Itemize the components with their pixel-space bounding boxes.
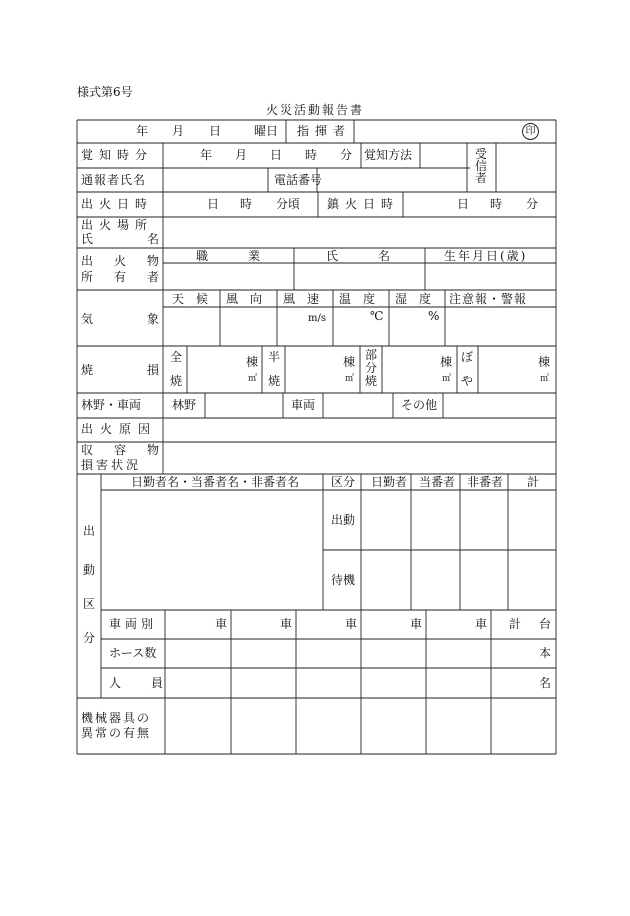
- row4-hour2: 時: [490, 197, 503, 211]
- damage-partial-bottom: 焼: [365, 374, 378, 388]
- car-unit-1: 車: [215, 617, 228, 631]
- damage-half-top: 半: [268, 350, 281, 364]
- row2-hour: 時: [305, 148, 318, 162]
- row1-year: 年: [136, 124, 149, 138]
- unit-bldg-3: 棟: [440, 355, 453, 369]
- fire-object-label: 出火物: [81, 254, 159, 268]
- fire-location-label: 出火場所: [81, 218, 154, 232]
- row1-month: 月: [172, 124, 185, 138]
- unit-humidity: %: [428, 309, 440, 323]
- row2-day: 日: [270, 148, 283, 162]
- personnel-label: 人員: [109, 676, 194, 690]
- row4-day2: 日: [457, 197, 470, 211]
- car-unit-3: 車: [345, 617, 358, 631]
- dispatch-side-2: 動: [83, 563, 96, 577]
- reporter-name-label: 通報者氏名: [81, 173, 147, 187]
- vehicles-total-label: 計: [509, 617, 522, 631]
- row2-month: 月: [235, 148, 248, 162]
- unit-area-3: ㎡: [442, 374, 452, 384]
- damage-small-top: ぼ: [461, 350, 474, 364]
- form-number: 様式第6号: [77, 85, 133, 99]
- damage-partial-mid: 分: [365, 361, 378, 375]
- unit-area-2: ㎡: [345, 374, 355, 384]
- names-header: 日勤者名・当番者名・非番者名: [131, 475, 300, 489]
- fire-datetime-label: 出火日時: [81, 197, 154, 211]
- row2-minute: 分: [340, 148, 353, 162]
- row4-minute2: 分: [526, 197, 539, 211]
- owner-label: 所有者: [81, 270, 159, 284]
- row1-weekday: 曜日: [254, 124, 279, 138]
- unit-bldg-2: 棟: [343, 355, 356, 369]
- damage-partial-top: 部: [365, 348, 378, 362]
- commander-label: 指揮者: [297, 124, 352, 138]
- damage-full-bottom: 焼: [170, 374, 183, 388]
- dispatch-h-class: 区分: [331, 475, 356, 489]
- damage-small-bottom: や: [461, 374, 474, 388]
- contents-label: 収容物: [81, 443, 159, 457]
- row2-year: 年: [200, 148, 213, 162]
- weather-h-warnings: 注意報・警報: [449, 292, 528, 306]
- fire-name-label: 氏名: [81, 232, 159, 246]
- receiver-label: 受信者: [475, 147, 488, 185]
- unit-area-1: ㎡: [248, 374, 258, 384]
- damage-label: 焼損: [81, 363, 214, 377]
- notice-method-label: 覚知方法: [364, 148, 413, 162]
- car-unit-2: 車: [280, 617, 293, 631]
- damage-status-label: 損害状況: [81, 458, 142, 472]
- unit-bldg-1: 棟: [246, 355, 259, 369]
- dispatch-h-duty: 当番者: [419, 475, 456, 489]
- row4-hour: 時: [240, 197, 253, 211]
- occupation-header: 職業: [196, 249, 301, 263]
- unit-vehicles: 台: [539, 617, 552, 631]
- dispatch-side-3: 区: [83, 597, 96, 611]
- unit-temp: ℃: [370, 309, 384, 323]
- unit-people: 名: [539, 676, 552, 690]
- damage-full-top: 全: [170, 350, 183, 364]
- unit-hose: 本: [539, 646, 552, 660]
- abnormality-label: 異常の有無: [81, 726, 152, 740]
- unit-wind-speed: m/s: [308, 313, 326, 324]
- dispatch-side-1: 出: [83, 524, 96, 538]
- name-header: 氏名: [326, 249, 431, 263]
- dispatch-row-out: 出動: [331, 513, 356, 527]
- forest-vehicle-label: 林野・車両: [81, 398, 142, 412]
- hose-count-label: ホース数: [109, 646, 157, 660]
- other-label: その他: [401, 398, 438, 412]
- weather-h-temp: 温度: [339, 292, 388, 306]
- row4-minute: 分頃: [276, 197, 301, 211]
- dispatch-h-off: 非番者: [467, 475, 504, 489]
- dispatch-row-standby: 待機: [331, 573, 356, 587]
- unit-bldg-4: 棟: [538, 355, 551, 369]
- dispatch-side-4: 分: [83, 631, 96, 645]
- vehicle-type-label: 車両別: [109, 617, 158, 631]
- birthdate-header: 生年月日(歳): [444, 249, 528, 263]
- phone-label: 電話番号: [274, 173, 323, 187]
- damage-half-bottom: 焼: [268, 374, 281, 388]
- weather-h-condition: 天候: [172, 292, 221, 306]
- equipment-label: 機械器具の: [81, 711, 152, 725]
- cause-label: 出火原因: [81, 422, 158, 436]
- row4-day: 日: [207, 197, 220, 211]
- car-unit-4: 車: [410, 617, 423, 631]
- vehicle-label: 車両: [291, 398, 316, 412]
- dispatch-h-day: 日勤者: [371, 475, 408, 489]
- row1-day: 日: [209, 124, 222, 138]
- weather-h-wind-dir: 風向: [226, 292, 275, 306]
- notice-time-label: 覚知時分: [81, 148, 154, 162]
- car-unit-5: 車: [475, 617, 488, 631]
- extinguish-label: 鎮火日時: [327, 197, 400, 211]
- weather-h-humidity: 湿度: [395, 292, 444, 306]
- forest-label: 林野: [172, 398, 197, 412]
- weather-h-wind-speed: 風速: [283, 292, 332, 306]
- seal-mark: 印: [522, 123, 539, 140]
- form-title: 火災活動報告書: [265, 103, 364, 117]
- unit-area-4: ㎡: [540, 374, 550, 384]
- dispatch-h-total: 計: [527, 475, 540, 489]
- weather-label: 気象: [81, 312, 214, 326]
